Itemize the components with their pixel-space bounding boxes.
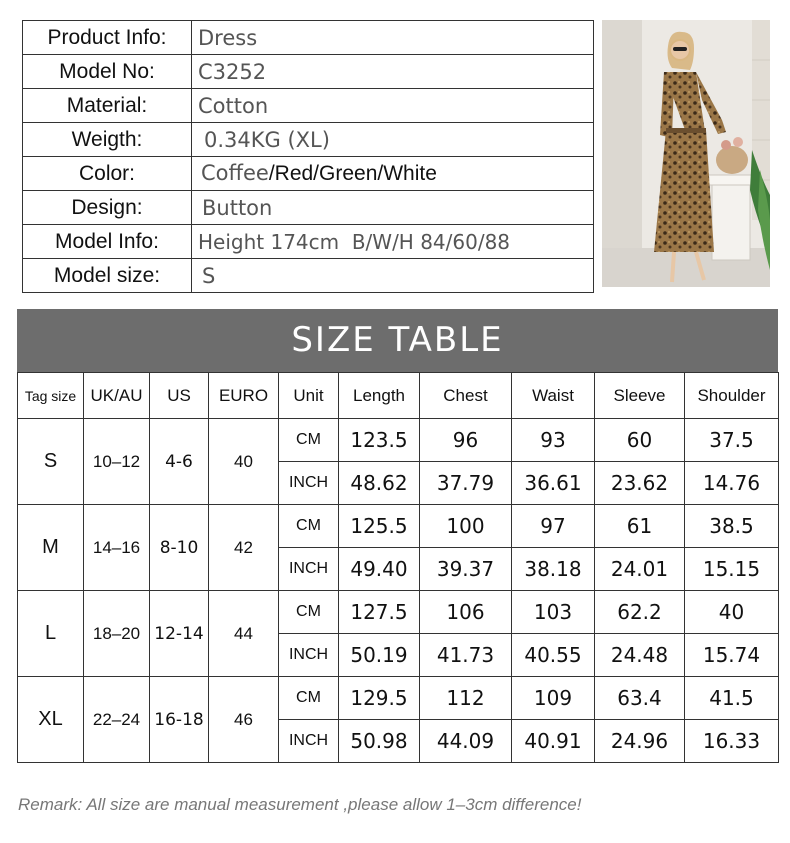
info-row-material (23, 89, 594, 123)
sleeve-cell: 60 (595, 419, 685, 462)
shoulder-cell: 14.76 (685, 462, 779, 505)
length-cell: 50.98 (339, 720, 420, 763)
info-row-weight (23, 123, 594, 157)
model-photo-icon (602, 20, 770, 287)
euro-size-cell: 40 (209, 419, 279, 505)
info-label: Model No: (23, 55, 192, 89)
header-shoulder: Shoulder (685, 373, 779, 419)
euro-size-cell: 46 (209, 677, 279, 763)
header-tag-size: Tag size (18, 373, 84, 419)
header-sleeve: Sleeve (595, 373, 685, 419)
color-first: Coffee (201, 161, 269, 185)
header-waist: Waist (512, 373, 595, 419)
info-label: Weigth: (23, 123, 192, 157)
info-row-product (23, 21, 594, 55)
chest-cell: 112 (420, 677, 512, 720)
sleeve-cell: 61 (595, 505, 685, 548)
uk-size-cell: 10–12 (84, 419, 150, 505)
shoulder-cell: 15.74 (685, 634, 779, 677)
info-row-model-info (23, 225, 594, 259)
info-row-color (23, 157, 594, 191)
header-length: Length (339, 373, 420, 419)
header-euro: EURO (209, 373, 279, 419)
chest-cell: 41.73 (420, 634, 512, 677)
sleeve-cell: 63.4 (595, 677, 685, 720)
header-chest: Chest (420, 373, 512, 419)
info-row-design (23, 191, 594, 225)
shoulder-cell: 37.5 (685, 419, 779, 462)
us-size-cell: 16-18 (150, 677, 209, 763)
unit-cell: INCH (279, 548, 339, 591)
length-cell: 48.62 (339, 462, 420, 505)
chest-cell: 100 (420, 505, 512, 548)
waist-cell: 103 (512, 591, 595, 634)
product-info-table (22, 20, 594, 293)
header-us: US (150, 373, 209, 419)
shoulder-cell: 38.5 (685, 505, 779, 548)
us-size-cell: 8-10 (150, 505, 209, 591)
size-header-row (18, 373, 779, 419)
header-unit: Unit (279, 373, 339, 419)
info-value: S (192, 259, 594, 293)
length-cell: 49.40 (339, 548, 420, 591)
length-cell: 123.5 (339, 419, 420, 462)
info-value: C3252 (192, 55, 594, 89)
info-value: Dress (192, 21, 594, 55)
info-value: Height 174cm B/W/H 84/60/88 (192, 225, 594, 259)
color-rest: /Red/Green/White (268, 162, 437, 185)
tag-size-cell: XL (18, 677, 84, 763)
unit-cell: CM (279, 591, 339, 634)
waist-cell: 38.18 (512, 548, 595, 591)
us-size-cell: 4-6 (150, 419, 209, 505)
shoulder-cell: 15.15 (685, 548, 779, 591)
info-label: Product Info: (23, 21, 192, 55)
header-uk-au: UK/AU (84, 373, 150, 419)
length-cell: 127.5 (339, 591, 420, 634)
table-row (18, 591, 779, 634)
info-value: 0.34KG (XL) (192, 123, 594, 157)
info-label: Model size: (23, 259, 192, 293)
info-label: Model Info: (23, 225, 192, 259)
shoulder-cell: 16.33 (685, 720, 779, 763)
unit-cell: CM (279, 419, 339, 462)
chest-cell: 44.09 (420, 720, 512, 763)
sleeve-cell: 24.01 (595, 548, 685, 591)
shoulder-cell: 41.5 (685, 677, 779, 720)
tag-size-cell: M (18, 505, 84, 591)
chest-cell: 96 (420, 419, 512, 462)
info-value: Button (192, 191, 594, 225)
remark-note: Remark: All size are manual measurement ,please allow 1–3cm difference! (18, 795, 582, 814)
sleeve-cell: 24.48 (595, 634, 685, 677)
size-table-title: SIZE TABLE (17, 309, 778, 372)
length-cell: 50.19 (339, 634, 420, 677)
table-row (18, 677, 779, 720)
waist-cell: 97 (512, 505, 595, 548)
unit-cell: INCH (279, 462, 339, 505)
info-row-model-no (23, 55, 594, 89)
unit-cell: CM (279, 677, 339, 720)
length-cell: 129.5 (339, 677, 420, 720)
sleeve-cell: 24.96 (595, 720, 685, 763)
waist-cell: 109 (512, 677, 595, 720)
info-label: Material: (23, 89, 192, 123)
unit-cell: CM (279, 505, 339, 548)
waist-cell: 40.91 (512, 720, 595, 763)
waist-cell: 36.61 (512, 462, 595, 505)
unit-cell: INCH (279, 634, 339, 677)
info-value (192, 157, 594, 191)
chest-cell: 106 (420, 591, 512, 634)
tag-size-cell: L (18, 591, 84, 677)
euro-size-cell: 44 (209, 591, 279, 677)
info-label: Color: (23, 157, 192, 191)
euro-size-cell: 42 (209, 505, 279, 591)
shoulder-cell: 40 (685, 591, 779, 634)
chest-cell: 37.79 (420, 462, 512, 505)
sleeve-cell: 62.2 (595, 591, 685, 634)
info-value: Cotton (192, 89, 594, 123)
uk-size-cell: 18–20 (84, 591, 150, 677)
uk-size-cell: 14–16 (84, 505, 150, 591)
table-row (18, 505, 779, 548)
waist-cell: 93 (512, 419, 595, 462)
sleeve-cell: 23.62 (595, 462, 685, 505)
length-cell: 125.5 (339, 505, 420, 548)
tag-size-cell: S (18, 419, 84, 505)
us-size-cell: 12-14 (150, 591, 209, 677)
waist-cell: 40.55 (512, 634, 595, 677)
table-row (18, 419, 779, 462)
size-table (17, 372, 779, 763)
chest-cell: 39.37 (420, 548, 512, 591)
uk-size-cell: 22–24 (84, 677, 150, 763)
info-row-model-size (23, 259, 594, 293)
info-label: Design: (23, 191, 192, 225)
unit-cell: INCH (279, 720, 339, 763)
